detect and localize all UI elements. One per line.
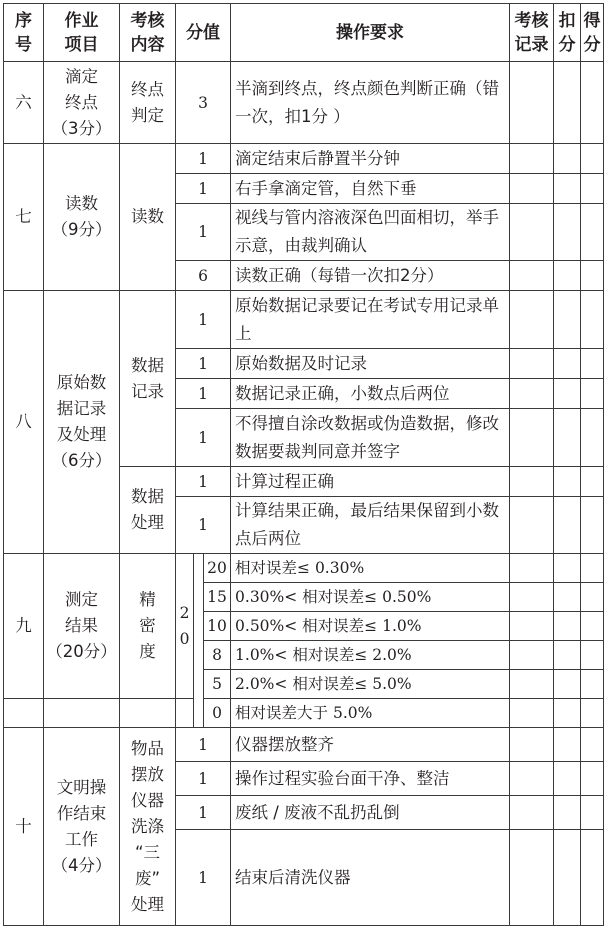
got-cell [581,796,604,830]
deduct-cell [554,670,581,699]
got-cell [581,467,604,497]
deduct-cell [554,830,581,926]
deduct-cell [554,467,581,497]
requirement-cell: 半滴到终点，终点颜色判断正确（错一次，扣1分 ） [231,62,510,144]
header-deduct: 扣 分 [554,4,581,62]
table-row [4,144,604,174]
requirement-cell: 仪器摆放整齐 [231,728,510,762]
requirement-cell: 滴定结束后静置半分钟 [231,144,510,174]
spacer-cell [194,554,204,728]
score-cell: 1 [176,830,231,926]
requirement-cell: 结束后清洗仪器 [231,830,510,926]
requirement-cell: 不得擅自涂改数据或伪造数据，修改数据要裁判同意并签字 [231,409,510,467]
score-cell: 15 [204,583,231,612]
got-cell [581,379,604,409]
content-cell: 物品 摆放 仪器 洗涤 “三 废” 处理 [120,728,176,926]
deduct-cell [554,762,581,796]
score-cell: 1 [176,762,231,796]
score-cell: 1 [176,204,231,261]
deduct-cell [554,261,581,291]
got-cell [581,554,604,583]
item-cell: 文明操 作结束 工作 （4分） [44,728,120,926]
requirement-cell: 原始数据及时记录 [231,349,510,379]
deduct-cell [554,349,581,379]
record-cell [510,291,554,349]
score-cell: 8 [204,641,231,670]
content-cell: 数据 记录 [120,291,176,467]
table-row [4,728,604,762]
deduct-cell [554,204,581,261]
item-cell: 滴定 终点 （3分） [44,62,120,144]
requirement-cell: 右手拿滴定管，自然下垂 [231,174,510,204]
requirement-cell: 2.0%< 相对误差≤ 5.0% [231,670,510,699]
header-content: 考核 内容 [120,4,176,62]
content-cell: 精 密 度 [120,554,176,699]
requirement-cell: 1.0%< 相对误差≤ 2.0% [231,641,510,670]
requirement-cell: 相对误差大于 5.0% [231,699,510,728]
score-cell: 3 [176,62,231,144]
score-cell: 10 [204,612,231,641]
header-item: 作业 项目 [44,4,120,62]
score-cell: 1 [176,796,231,830]
requirement-cell: 原始数据记录要记在考试专用记录单上 [231,291,510,349]
table-row [4,699,604,728]
empty-cell [4,699,44,728]
score-cell: 1 [176,467,231,497]
requirement-cell: 视线与管内溶液深色凹面相切，举手示意，由裁判确认 [231,204,510,261]
got-cell [581,699,604,728]
score-cell: 1 [176,409,231,467]
record-cell [510,796,554,830]
assessment-table [3,3,604,926]
record-cell [510,554,554,583]
header-score: 分值 [176,4,231,62]
header-row [4,4,604,62]
got-cell [581,583,604,612]
content-cell: 读数 [120,144,176,291]
table-row [4,62,604,144]
total-score-cell: 20 [176,554,194,699]
content-cell: 数据 处理 [120,467,176,554]
deduct-cell [554,641,581,670]
requirement-cell: 相对误差≤ 0.30% [231,554,510,583]
empty-cell [120,699,176,728]
seq-cell: 八 [4,291,44,554]
requirement-cell: 0.50%< 相对误差≤ 1.0% [231,612,510,641]
header-record: 考核 记录 [510,4,554,62]
score-cell: 6 [176,261,231,291]
header-got: 得 分 [581,4,604,62]
seq-cell: 七 [4,144,44,291]
item-cell: 原始数 据记录 及处理 （6分） [44,291,120,554]
requirement-cell: 操作过程实验台面干净、整洁 [231,762,510,796]
got-cell [581,62,604,144]
requirement-cell: 计算过程正确 [231,467,510,497]
record-cell [510,583,554,612]
score-cell: 1 [176,349,231,379]
record-cell [510,497,554,554]
deduct-cell [554,144,581,174]
requirement-cell: 0.30%< 相对误差≤ 0.50% [231,583,510,612]
score-cell: 1 [176,174,231,204]
got-cell [581,830,604,926]
record-cell [510,261,554,291]
score-cell: 5 [204,670,231,699]
got-cell [581,349,604,379]
got-cell [581,497,604,554]
deduct-cell [554,379,581,409]
record-cell [510,174,554,204]
record-cell [510,379,554,409]
item-cell: 测定 结果 （20分） [44,554,120,699]
got-cell [581,728,604,762]
record-cell [510,728,554,762]
deduct-cell [554,409,581,467]
item-cell: 读数 （9分） [44,144,120,291]
requirement-cell: 废纸 / 废液不乱扔乱倒 [231,796,510,830]
deduct-cell [554,291,581,349]
score-cell: 1 [176,728,231,762]
deduct-cell [554,796,581,830]
table-row [4,291,604,349]
got-cell [581,144,604,174]
deduct-cell [554,699,581,728]
deduct-cell [554,583,581,612]
seq-cell: 六 [4,62,44,144]
got-cell [581,762,604,796]
got-cell [581,670,604,699]
got-cell [581,204,604,261]
record-cell [510,762,554,796]
requirement-cell: 读数正确（每错一次扣2分） [231,261,510,291]
deduct-cell [554,174,581,204]
record-cell [510,204,554,261]
record-cell [510,409,554,467]
header-requirement: 操作要求 [231,4,510,62]
record-cell [510,144,554,174]
record-cell [510,467,554,497]
score-cell: 1 [176,379,231,409]
empty-cell [44,699,120,728]
seq-cell: 九 [4,554,44,699]
table-row [4,554,604,583]
record-cell [510,641,554,670]
got-cell [581,409,604,467]
got-cell [581,174,604,204]
deduct-cell [554,497,581,554]
requirement-cell: 计算结果正确，最后结果保留到小数点后两位 [231,497,510,554]
score-cell: 1 [176,144,231,174]
requirement-cell: 数据记录正确，小数点后两位 [231,379,510,409]
record-cell [510,830,554,926]
record-cell [510,699,554,728]
record-cell [510,670,554,699]
deduct-cell [554,612,581,641]
deduct-cell [554,728,581,762]
record-cell [510,62,554,144]
content-cell: 终点 判定 [120,62,176,144]
record-cell [510,612,554,641]
empty-cell [176,699,194,728]
got-cell [581,641,604,670]
deduct-cell [554,62,581,144]
got-cell [581,261,604,291]
score-cell: 1 [176,497,231,554]
got-cell [581,612,604,641]
deduct-cell [554,554,581,583]
seq-cell: 十 [4,728,44,926]
score-cell: 1 [176,291,231,349]
score-cell: 20 [204,554,231,583]
header-seq: 序 号 [4,4,44,62]
record-cell [510,349,554,379]
got-cell [581,291,604,349]
score-cell: 0 [204,699,231,728]
